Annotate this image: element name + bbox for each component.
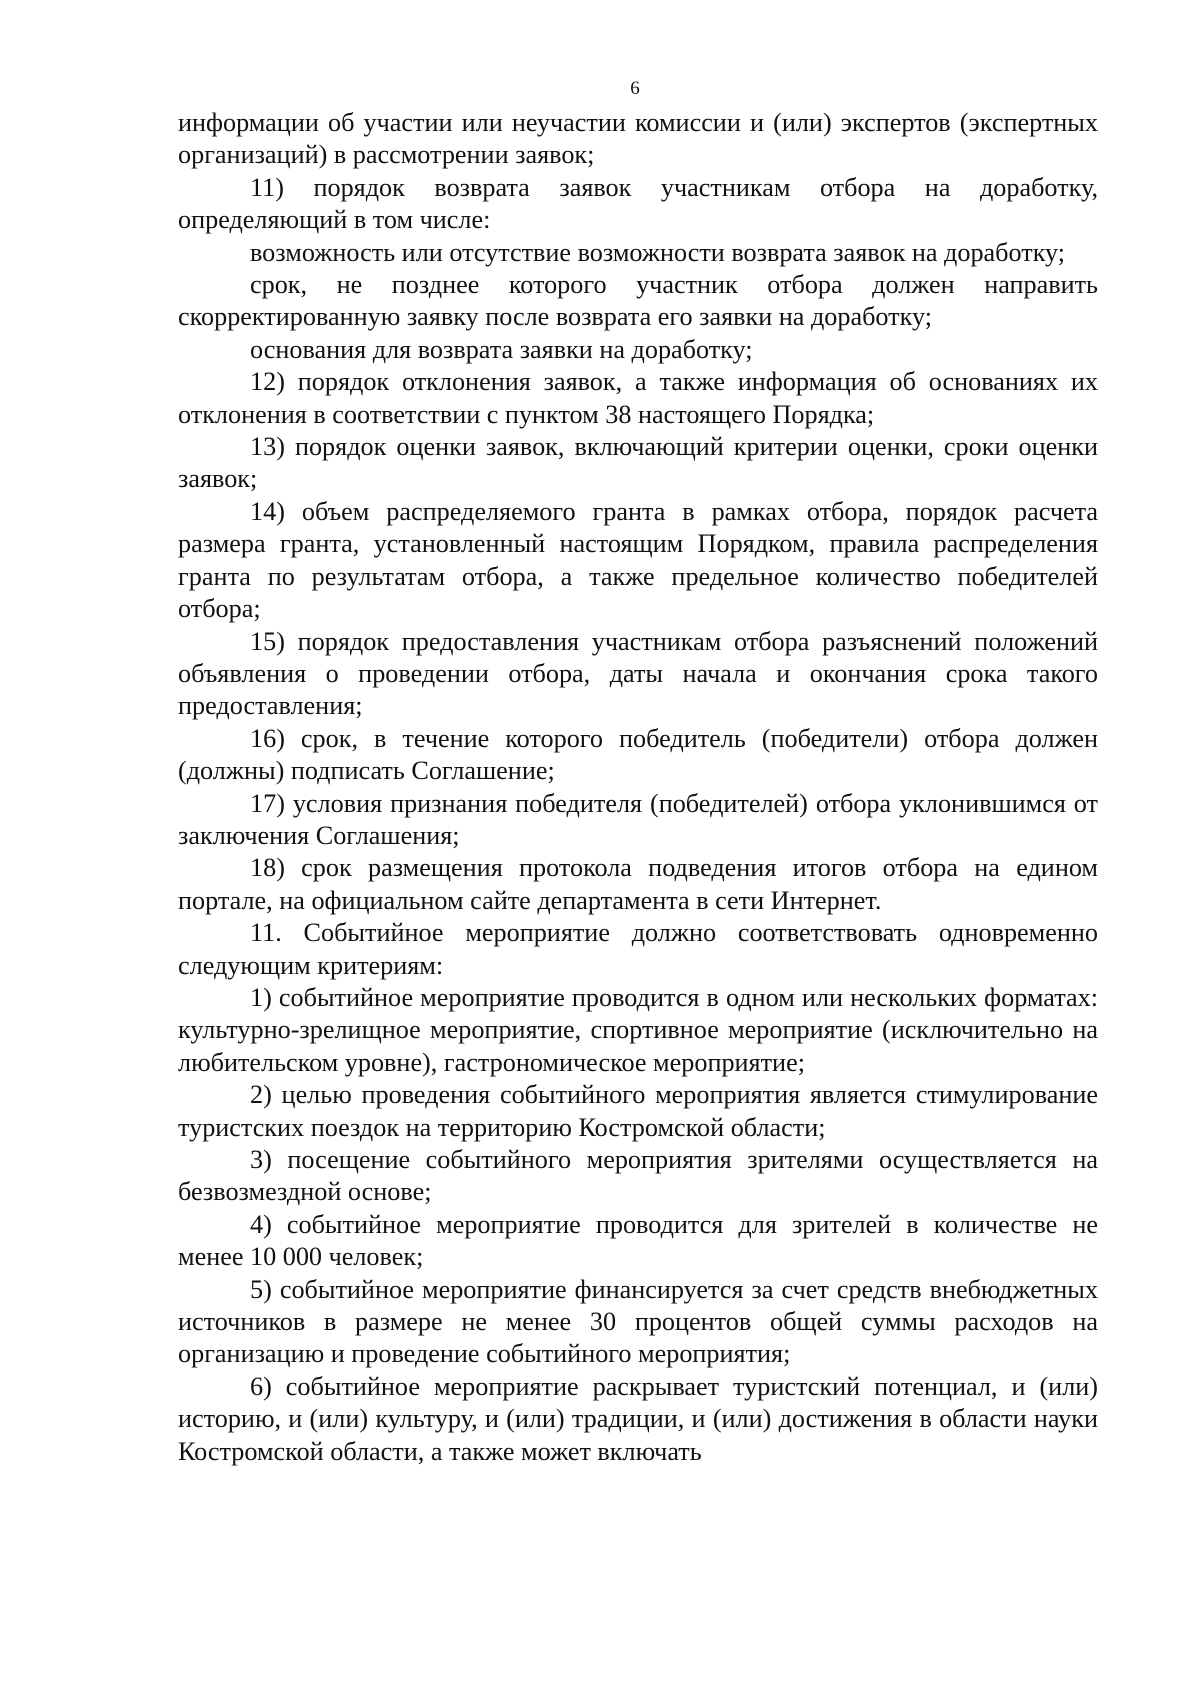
paragraph-criterion-5: 5) событийное мероприятие финансируется за счет средств внебюджетных источников в размере не менее 30 процентов общей суммы расходов на организацию и проведение событийного мероприятия; [178,1274,1098,1369]
paragraph-item-11: 11) порядок возврата заявок участникам отбора на доработку, определяющий в том числе: [178,172,1098,235]
paragraph-item-15: 15) порядок предоставления участникам отбора разъяснений положений объявления о проведении отбора, даты начала и окончания срока такого предоставления; [178,626,1098,721]
document-body [178,107,1098,1468]
paragraph-item-18: 18) срок размещения протокола подведения итогов отбора на едином портале, на официальном сайте департамента в сети Интернет. [178,853,1098,915]
paragraph-criterion-6: 6) событийное мероприятие раскрывает туристский потенциал, и (или) историю, и (или) культуру, и (или) традиции, и (или) достижения в области науки Костромской области, а также может включать [178,1371,1098,1466]
paragraph-item-16: 16) срок, в течение которого победитель (победители) отбора должен (должны) подписать Соглашение; [178,723,1098,786]
paragraph-return-grounds: основания для возврата заявки на доработку; [250,334,753,364]
page-number: 6 [630,78,640,99]
paragraph-criterion-1: 1) событийное мероприятие проводится в одном или нескольких форматах: культурно-зрелищное мероприятие, спортивное мероприятие (исключительно на любительском уровне), гастрономическое мероприятие; [178,982,1098,1077]
paragraph-criterion-3: 3) посещение событийного мероприятия зрителями осуществляется на безвозмездной основе; [178,1145,1098,1207]
paragraph-return-deadline: срок, не позднее которого участник отбора должен направить скорректированную заявку после возврата его заявки на доработку; [178,270,1098,332]
paragraph-item-13: 13) порядок оценки заявок, включающий критерии оценки, сроки оценки заявок; [178,432,1098,494]
paragraph-criterion-2: 2) целью проведения событийного мероприятия является стимулирование туристских поездок на территорию Костромской области; [178,1080,1098,1142]
paragraph-item-12: 12) порядок отклонения заявок, а также информация об основаниях их отклонения в соответствии с пунктом 38 настоящего Порядка; [178,367,1098,429]
paragraph-return-possibility: возможность или отсутствие возможности возврата заявок на доработку; [250,237,1066,267]
paragraph-section-11: 11. Событийное мероприятие должно соответствовать одновременно следующим критериям: [178,918,1098,980]
paragraph-item-14: 14) объем распределяемого гранта в рамках отбора, порядок расчета размера гранта, установленный настоящим Порядком, правила распределения гранта по результатам отбора, а также предельное количество победителей отбора; [178,496,1098,624]
paragraph-continuation: информации об участии или неучастии комиссии и (или) экспертов (экспертных организаций) в рассмотрении заявок; [178,108,1098,170]
paragraph-item-17: 17) условия признания победителя (победителей) отбора уклонившимся от заключения Соглашения; [178,788,1098,850]
paragraph-criterion-4: 4) событийное мероприятие проводится для зрителей в количестве не менее 10 000 человек; [178,1209,1098,1272]
